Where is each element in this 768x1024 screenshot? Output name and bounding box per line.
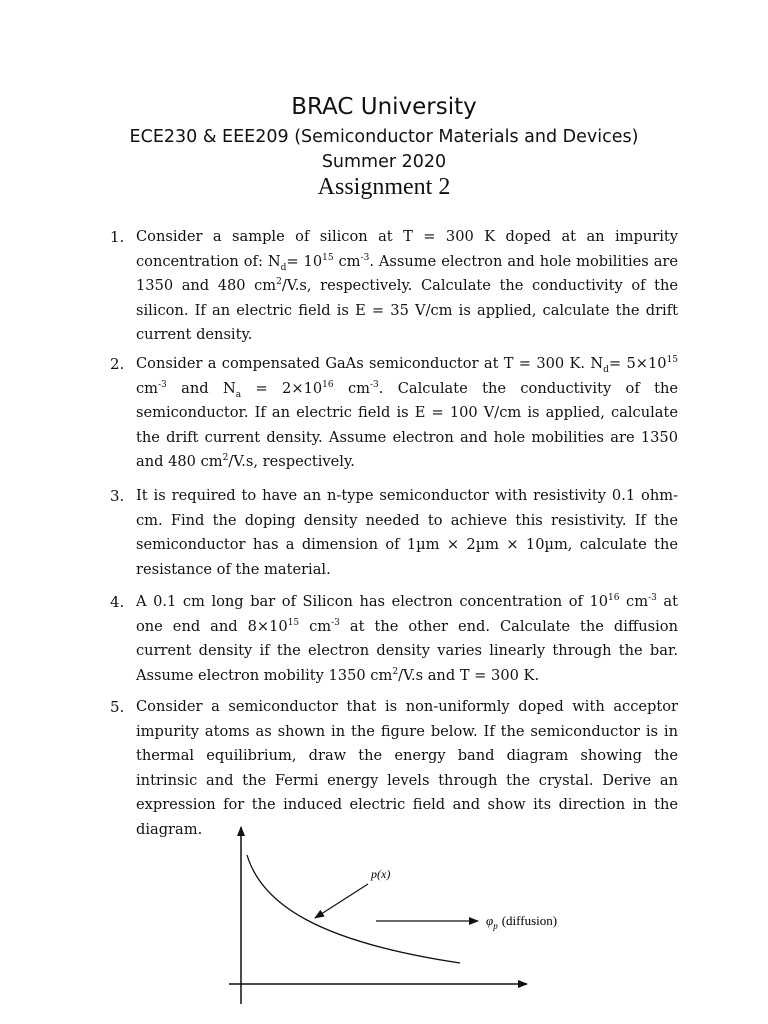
question-number: 1.	[110, 228, 125, 246]
curve-label: p(x)	[371, 867, 391, 881]
question-number: 5.	[110, 698, 125, 716]
question-text: A 0.1 cm long bar of Silicon has electron concentration of $10^{16}$ $cm^{-3}$ at one end and $8\times 10^{15}$ $cm^{-3}$ at the other end. Calculate the diffusion current density if the electron density varies linearly through the bar. Assume electron mobility 1350 $cm^2/V.s$ and T = 300 K.	[136, 593, 678, 684]
curve-label-arrow	[315, 884, 368, 918]
question-text: Consider a semiconductor that is non-uniformly doped with acceptor impurity atoms as shown in the figure below. If the semiconductor is in thermal equilibrium, draw the energy band diagram showing the intrinsic and the Fermi energy levels through the crystal. Derive an expression for the induced electric field and show its direction in the diagram.	[136, 698, 678, 838]
question-number: 2.	[110, 355, 125, 373]
assignment-title: Assignment 2	[317, 174, 451, 200]
diffusion-label: $\varphi_p$ (diffusion)	[486, 913, 558, 931]
question-text: Consider a sample of silicon at T = 300 K doped at an impurity concentration of: $N_d= 10^{15}$ $cm^{-3}$. Assume electron and hole mobilities are 1350 and 480 $cm^2/V.s$, respectively. Calculate the conductivity of the silicon. If an electric field is E = 35 V/cm is applied, calculate the drift current density.	[136, 228, 679, 344]
question-text: It is required to have an n-type semiconductor with resistivity 0.1 ohm-cm. Find the doping density needed to achieve this resistivity. If the semiconductor has a dimension of 1µm × 2µm × 10µm, calculate the resistance of the material.	[136, 487, 678, 578]
question-number: 4.	[110, 593, 125, 611]
concentration-curve	[247, 855, 460, 963]
university-name: BRAC University	[291, 94, 477, 120]
course-title: ECE230 & EEE209 (Semiconductor Materials and Devices)	[129, 127, 639, 147]
question-text: Consider a compensated GaAs semiconductor at T = 300 K. $N_d= 5\times 10^{15}$ $cm^{-3}$ and $N_a = 2\times 10^{16}$ $cm^{-3}$. Calculate the conductivity of the semiconductor. If an electric field is E = 100 V/cm is applied, calculate the drift current density. Assume electron and hole mobilities are 1350 and 480 $cm^2/V.s$, respectively.	[136, 355, 679, 471]
question-number: 3.	[110, 487, 125, 505]
term: Summer 2020	[321, 152, 447, 172]
